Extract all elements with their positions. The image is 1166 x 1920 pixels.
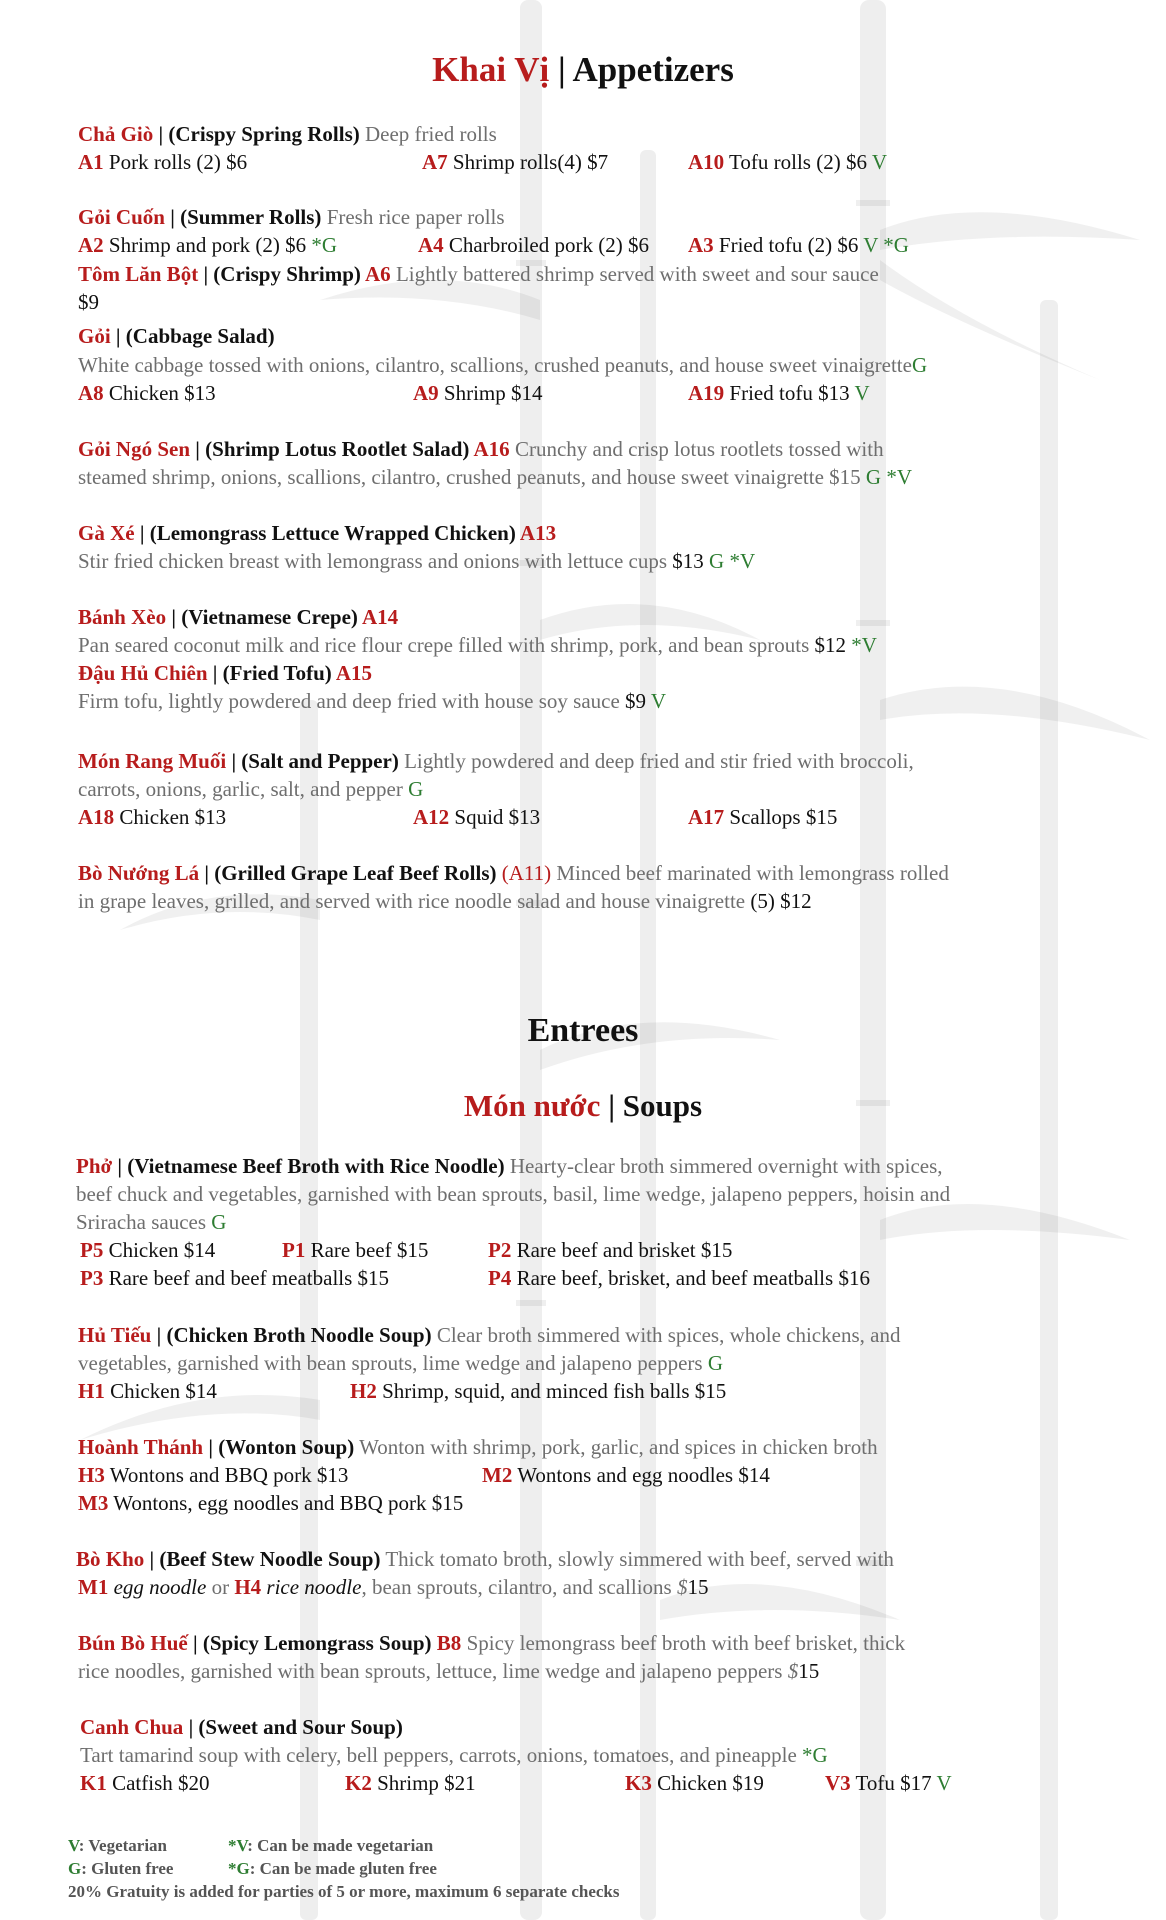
menu-item: A9 Shrimp $14 bbox=[413, 381, 543, 405]
menu-item: H2 Shrimp, squid, and minced fish balls $15 bbox=[350, 1379, 727, 1403]
menu-item: K3 Chicken $19 bbox=[625, 1771, 764, 1795]
hoanh-thanh-title: Hoành Thánh | (Wonton Soup) Wonton with shrimp, pork, garlic, and spices in chicken broth bbox=[78, 1435, 878, 1459]
menu-item: P4 Rare beef, brisket, and beef meatballs $16 bbox=[488, 1266, 870, 1290]
ga-xe-title: Gà Xé | (Lemongrass Lettuce Wrapped Chicken) A13 bbox=[78, 521, 557, 545]
gratuity-note: 20% Gratuity is added for parties of 5 or more, maximum 6 separate checks bbox=[68, 1882, 620, 1901]
bun-bo-hue-desc: rice noodles, garnished with bean sprouts, lettuce, lime wedge and jalapeno peppers $15 bbox=[78, 1659, 820, 1683]
menu-item: H1 Chicken $14 bbox=[78, 1379, 217, 1403]
menu-item: A4 Charbroiled pork (2) $6 bbox=[418, 233, 649, 257]
menu-item: P3 Rare beef and beef meatballs $15 bbox=[80, 1266, 390, 1290]
menu-item: M3 Wontons, egg noodles and BBQ pork $15 bbox=[78, 1491, 464, 1515]
hu-tieu-title: Hủ Tiếu | (Chicken Broth Noodle Soup) Clear broth simmered with spices, whole chickens, and bbox=[78, 1323, 901, 1347]
menu-item: A17 Scallops $15 bbox=[688, 805, 838, 829]
menu-item: K1 Catfish $20 bbox=[80, 1771, 210, 1795]
menu-item: A12 Squid $13 bbox=[413, 805, 541, 829]
menu-item: P1 Rare beef $15 bbox=[282, 1238, 429, 1262]
menu-item: A2 Shrimp and pork (2) $6 *G bbox=[78, 233, 337, 257]
menu-item: A10 Tofu rolls (2) $6 V bbox=[688, 150, 888, 174]
entrees-heading: Entrees bbox=[527, 1012, 639, 1049]
menu-item: A19 Fried tofu $13 V bbox=[688, 381, 870, 405]
mon-rang-muoi-desc: carrots, onions, garlic, salt, and pepper G bbox=[78, 777, 424, 801]
goi-ngo-sen-desc: steamed shrimp, onions, scallions, cilantro, crushed peanuts, and house sweet vinaigrette $15 G *V bbox=[78, 465, 912, 489]
menu-item: K2 Shrimp $21 bbox=[345, 1771, 476, 1795]
tom-lan-bot-title: Tôm Lăn Bột | (Crispy Shrimp) A6 Lightly battered shrimp served with sweet and sour sauce bbox=[78, 262, 879, 286]
menu-item: A8 Chicken $13 bbox=[78, 381, 216, 405]
menu-item: A7 Shrimp rolls(4) $7 bbox=[422, 150, 609, 174]
menu-item: V3 Tofu $17 V bbox=[825, 1771, 952, 1795]
pho-title: Phở | (Vietnamese Beef Broth with Rice Noodle) Hearty-clear broth simmered overnight with spices, bbox=[76, 1154, 943, 1178]
goi-desc: White cabbage tossed with onions, cilantro, scallions, crushed peanuts, and house sweet vinaigretteG bbox=[78, 353, 928, 377]
menu-item: H3 Wontons and BBQ pork $13 bbox=[78, 1463, 349, 1487]
menu-item: A1 Pork rolls (2) $6 bbox=[78, 150, 248, 174]
pho-desc: Sriracha sauces G bbox=[76, 1210, 227, 1234]
bun-bo-hue-title: Bún Bò Huế | (Spicy Lemongrass Soup) B8 Spicy lemongrass beef broth with beef brisket, thick bbox=[78, 1631, 906, 1655]
bo-nuong-la-title: Bò Nướng Lá | (Grilled Grape Leaf Beef Rolls) (A11) Minced beef marinated with lemongrass rolled bbox=[78, 861, 949, 885]
pho-desc: beef chuck and vegetables, garnished with bean sprouts, basil, lime wedge, jalapeno peppers, hoisin and bbox=[76, 1182, 951, 1206]
menu-item: M2 Wontons and egg noodles $14 bbox=[482, 1463, 770, 1487]
banh-xeo-desc: Pan seared coconut milk and rice flour crepe filled with shrimp, pork, and bean sprouts $12 *V bbox=[78, 633, 877, 657]
menu-item: P5 Chicken $14 bbox=[80, 1238, 216, 1262]
dau-hu-chien-desc: Firm tofu, lightly powdered and deep fried with house soy sauce $9 V bbox=[78, 689, 667, 713]
menu-item: A3 Fried tofu (2) $6 V *G bbox=[688, 233, 909, 257]
goi-cuon-title: Gỏi Cuốn | (Summer Rolls) Fresh rice paper rolls bbox=[78, 205, 505, 229]
legend-can-be-vegetarian: *V: Can be made vegetarian bbox=[228, 1836, 434, 1855]
legend-can-be-gluten-free: *G: Can be made gluten free bbox=[228, 1859, 437, 1878]
dau-hu-chien-title: Đậu Hủ Chiên | (Fried Tofu) A15 bbox=[78, 661, 373, 685]
goi-title: Gỏi | (Cabbage Salad) bbox=[78, 324, 275, 348]
menu-item: P2 Rare beef and brisket $15 bbox=[488, 1238, 733, 1262]
cha-gio-title: Chả Giò | (Crispy Spring Rolls) Deep fried rolls bbox=[78, 122, 497, 146]
hu-tieu-desc: vegetables, garnished with bean sprouts, lime wedge and jalapeno peppers G bbox=[78, 1351, 723, 1375]
banh-xeo-title: Bánh Xèo | (Vietnamese Crepe) A14 bbox=[78, 605, 399, 629]
mon-rang-muoi-title: Món Rang Muối | (Salt and Pepper) Lightly powdered and deep fried and stir fried with broccoli, bbox=[78, 749, 914, 773]
canh-chua-title: Canh Chua | (Sweet and Sour Soup) bbox=[80, 1715, 403, 1739]
ga-xe-desc: Stir fried chicken breast with lemongrass and onions with lettuce cups $13 G *V bbox=[78, 549, 756, 573]
menu-item: A18 Chicken $13 bbox=[78, 805, 227, 829]
legend-vegetarian: V: Vegetarian bbox=[68, 1836, 168, 1855]
soups-heading: Món nước | Soups bbox=[463, 1088, 703, 1123]
bo-kho-options: M1 egg noodle or H4 rice noodle, bean sprouts, cilantro, and scallions $15 bbox=[78, 1575, 709, 1599]
canh-chua-desc: Tart tamarind soup with celery, bell peppers, carrots, onions, tomatoes, and pineapple *G bbox=[80, 1743, 828, 1767]
tom-lan-bot-price: $9 bbox=[78, 290, 99, 314]
appetizers-heading: Khai Vị | Appetizers bbox=[432, 50, 734, 89]
bo-nuong-la-desc: in grape leaves, grilled, and served with rice noodle salad and house vinaigrette (5) $12 bbox=[78, 889, 812, 913]
goi-ngo-sen-title: Gỏi Ngó Sen | (Shrimp Lotus Rootlet Salad) A16 Crunchy and crisp lotus rootlets tossed with bbox=[78, 437, 884, 461]
bo-kho-title: Bò Kho | (Beef Stew Noodle Soup) Thick tomato broth, slowly simmered with beef, served with bbox=[76, 1547, 894, 1571]
legend-gluten-free: G: Gluten free bbox=[68, 1859, 174, 1878]
